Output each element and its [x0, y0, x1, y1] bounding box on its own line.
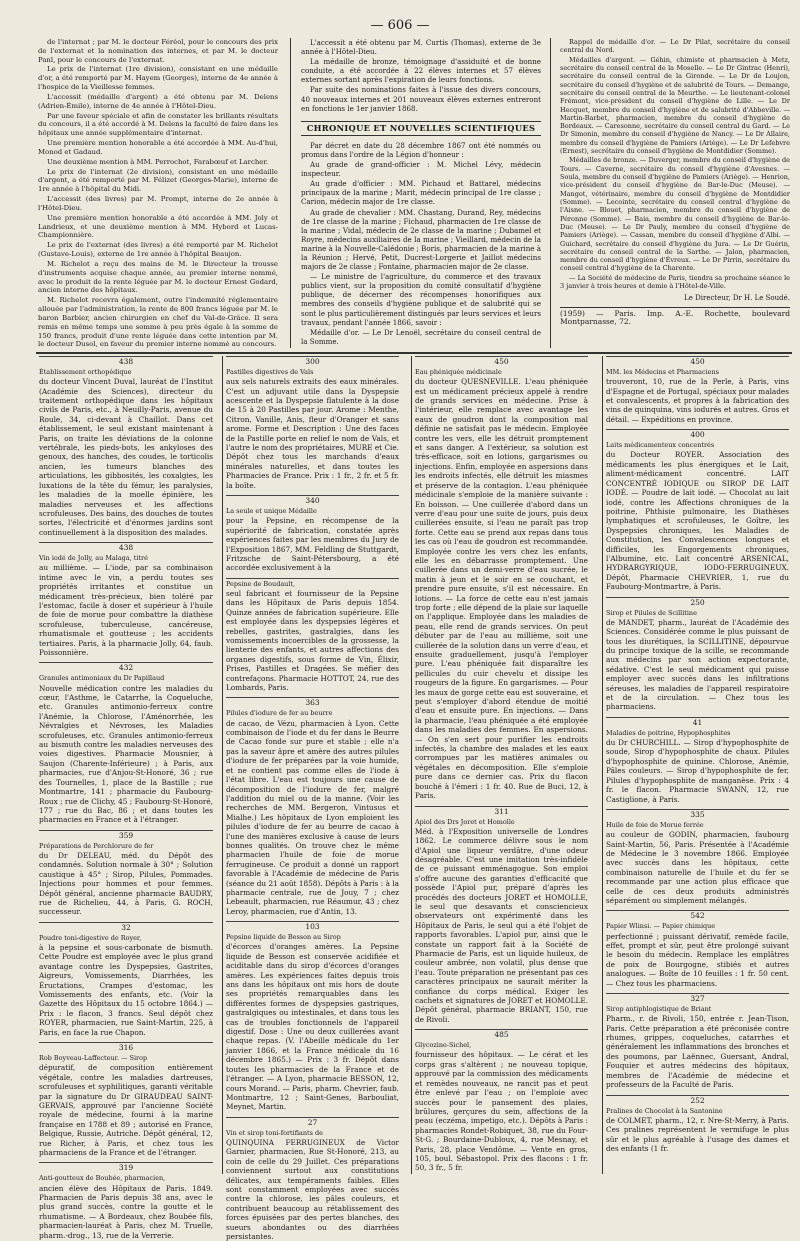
article-paragraph: — La Société de médecine de Paris, tiendra sa prochaine séance le 3 janvier à trois heures et demie à l'Hôtel-de-Ville.	[560, 273, 790, 291]
ad-title: Pilules d'iodure de fer au beurre	[226, 709, 333, 718]
ad-title: Sirop et Pilules de Scillitine	[606, 608, 697, 617]
ad-body: perfectionné ; puissant dérivatif, remède facile, effet, prompt et sûr, peut être prolongé suivant le besoin du médecin. Remplace les emplâtres de poix de Bourgogne, stibiés et autres analogues. — Boîte de 10 feuilles : 1 fr. 50 cent. — Chez tous les pharmaciens.	[606, 931, 789, 988]
article-paragraph: Une première mention honorable a été accordée à MM. Joly et Landrieux, et une deuxième mention à MM. Hybord et Lucas-Championnière.	[38, 213, 278, 240]
ad-title: MM. les Médecins et Pharmaciens	[606, 368, 719, 376]
ad-number: 363	[226, 697, 399, 708]
ad-number: 250	[606, 597, 789, 608]
article-paragraph: de l'internat ; par M. le docteur Féréol, pour le concours des prix de l'externat et la nomination des internes, et par M. le docteur Panl, pour le concours de l'externat.	[38, 38, 278, 64]
ad-title: Poudre toni-digestive de Royer,	[39, 933, 142, 942]
article-paragraph: Une deuxième mention à MM. Perrochot, Farabœuf et Larcher.	[47, 157, 269, 166]
ad-title: Vin iodé de Jolly, au Malaga, titré	[39, 554, 148, 563]
ad-number: 300	[226, 356, 399, 367]
ad-body: trouveront, 10, rue de la Perle, à Paris, vins d'Espagne et de Portugal, spéciaux pour malades et convalescents, et propres à la fabrication des vins de quinquina, vins iodurés et autres. Gros et détail. — Expéditions en province.	[606, 377, 789, 424]
advertisement	[415, 1029, 588, 1173]
ad-title: La seule et unique Médaille	[226, 507, 317, 516]
ad-body: fournisseur des hôpitaux. — Le cérat et les corps gras s'altèrent ; ne nouveau topique, approuvé par la commission des médicaments et remèdes nouveaux, ne rancit pas et peut être enlevé par l'eau ; on l'emploie avec succès pour le pansement des plaies, brûlures, gerçures du sein, affections de la peau (eczéma, impetigo, etc.). Dépôts à Paris : pharmacies Rondet-Robiquet, 38, rue du Four-St-G. ; Bourdaine-Dubloux, 4, rue Mesnay, et Paris, 28, place Vendôme. — Vente en gros, 105, boul. Sébastopol. Prix des flacons : 1 fr. 50, 3 fr., 5 fr.	[415, 1050, 588, 1173]
ad-number: 450	[606, 356, 789, 367]
ad-body: de COLMET, pharm., 12, r. Nre-St-Merry, à Paris. Ces pralines représentent le vermifuge le plus sûr et le plus agréable à l'usage des dames et des enfants (1 fr.	[606, 1115, 789, 1153]
article-column-3	[560, 38, 790, 326]
article-paragraph: — Le ministre de l'agriculture, du commerce et des travaux publics vient, sur la proposition du comité consultatif d'hygiène publique, de décerner des récompenses honorifiques aux membres des conseils d'hygiène publique et de salubrité qui se sont le plus particulièrement distingués par leurs services et leurs travaux, pendant l'année 1866, savoir :	[301, 272, 541, 327]
ad-title: Préparations de Perchlorure de fer	[39, 841, 154, 850]
ad-number: 316	[39, 1042, 213, 1053]
column-divider	[290, 38, 291, 348]
advertisement	[606, 597, 789, 712]
advertisement	[415, 356, 588, 801]
ad-body: Méd. à l'Exposition universelle de Londres 1862. Le commerce délivre sous le nom d'Apiol une liqueur verdâtre, d'une odeur désagréable. C'est une imitation très-infidèle de ce puissant emménagogue. Son emploi s'offre aucune des garanties d'efficacité que possède l'Apiol pur, préparé d'après les procédés des docteurs JORET et HOMOLLE, le seul que desavants et consciencieux observateurs ont expérimenté dans les Hôpitaux de Paris, le seul qui a été l'objet de rapports favorables. L'apiol pur, ainsi que le constate un rapport fait à la Société de Pharmacie de Paris, est un liquide huileux, de couleur ambrée, non volatil, plus dense que l'eau. Toute préparation ne présentant pas ces caractères principaux ne saurait mériter la confiance du corps médical. Exiger les cachets et signatures de JORET et HOMOLLE. Dépôt général, pharmacie BRIANT, 150, rue de Rivoli.	[415, 826, 588, 1024]
article-paragraph: Médailles de bronze. — Duverger, membre du conseil d'hygiène de Tours. — Caverne, secrétaire du conseil d'hygiène d'Avesnes. — Soula, membre du conseil d'hygiène de Pamiers (Ariège). — Henrion, vice-président du conseil d'hygiène de Bar-le-Duc (Meuse). — Mangot, vétérinaire, membre du conseil d'hygiène de Montdidier (Somme). — Lecointe, secrétaire du conseil central d'hygiène de l'Aisne. — Blouet, pharmacien, membre du conseil d'hygiène de Péronne (Somme). — Baia, membre du conseil d'hygiène de Bar-le-Duc (Meuse). — Le Dr Pauly, membre du conseil d'hygiène de Pamiers (Ariège). — Cassan, membre du conseil d'hygiène d'Albi. — Guichard, secrétaire du conseil d'hygiène du Jura. — Le Dr Guérin, secrétaire du conseil central de la Sarthe. — Jalon, pharmacien, membre du conseil d'hygiène d'Évreux. — Le Dr Pirrin, secrétaire du conseil central d'hygiène de la Charente.	[560, 156, 790, 273]
ad-title: Glycozine-Sichel,	[415, 1041, 472, 1050]
ad-number: 335	[606, 809, 789, 820]
ads-column-2	[222, 356, 402, 1241]
ad-title: Pralines de Chocolat à la Santonine	[606, 1106, 723, 1115]
advertisement	[39, 830, 213, 917]
ad-number: 252	[606, 1095, 789, 1106]
advertisement	[39, 1042, 213, 1157]
ad-title: Granules antimoniaux du Dr Papillaud	[39, 674, 165, 683]
advertisement	[39, 662, 213, 824]
ad-title: Maladies de poitrine, Hypophosphites	[606, 728, 731, 737]
article-paragraph: Le prix de l'internat (2e division), consistant en une médaille d'argent, a été remporté par M. Félizet (Georges-Marie), interne de 1re année à l'hôpital du Midi.	[38, 167, 278, 194]
ad-number: 41	[606, 717, 789, 728]
ad-body: ancien élève des Hôpitaux de Paris. 1849. Pharmacien de Paris depuis 38 ans, avec le plus grand succès, contre la goutte et le rhumatisme. — A Bordeaux, chez Boubée fils, pharmacien-lauréat à Paris, chez M. Truelle, pharm.-drog., 13, rue de la Verrerie.	[39, 1183, 213, 1240]
article-column-1	[38, 38, 278, 350]
ad-body: Nouvelle médication contre les maladies du cœur, l'Asthme, le Catarrhe, la Coqueluche, etc. Granules antimonio-ferreux contre l'Anémie, la Chlorose, l'Aménorrhée, les Névralgies et Névroses, les Maladies scrofuleuses, etc. Granules antimonio-ferreux au bismuth contre les maladies nerveuses des voies digestives. Pharmacie Mousnier, à Saujon (Charente-Inférieure) ; à Paris, aux pharmacies, rue d'Anjou-St-Honoré, 36 ; rue des Tournelles, 1, place de la Bastille ; rue Montmartre, 141 ; pharmacie du Faubourg-Roux ; rue de Clichy, 45 ; Faubourg-St-Honoré, 177 ; rue du Bac, 86 ; et dans toutes les pharmacies en France et à l'étranger.	[39, 683, 213, 825]
ad-title: Rob Boyveau-Laffecteur. — Sirop	[39, 1054, 148, 1063]
ad-number: 327	[606, 993, 789, 1004]
ad-body: de cacao, de Vézu, pharmacien à Lyon. Cette combinaison de l'iode et du fer dans le Beurre de Cacao fonde sur pure et stable ; elle n'a pas la saveur âpre et amère des autres pilules d'iodure de fer préparées par la voie humide, et ne contient pas comme elles de l'iode à l'état libre. L'eau est toujours une cause de décomposition de l'iodure de fer, malgré l'addition du miel ou de la manne. (Voir les recherches de MM. Bergeron, Vintusus et Mialhe.) Les hôpitaux de Lyon emploient les pilules d'iodure de fer au beurre de cacao à l'une des manières exclusive à cause de leurs bonnes qualités. On trouve chez le même pharmacien l'huile de foie de morue ferrugineuse. Ce produit a donné un rapport favorable à l'Académie de médecine de Paris (séance du 21 août 1858). Dépôts à Paris : à la pharmacie centrale, rue de Jouy, 7 ; chez Lebeault, pharmacien, rue Réaumur, 43 ; chez Leroy, pharmacien, rue d'Antin, 13.	[226, 718, 399, 916]
ad-body: au couleur de GODIN, pharmacien, faubourg Saint-Martin, 56, Paris. Présentée à l'Académie de Médecine le 3 novembre 1866. Employée avec succès dans les hôpitaux, cette combinaison naturelle de l'huile et du fer se recommande par une action plus efficace que celle de ces deux produits administrés séparément ou simplement mélangés.	[606, 830, 789, 905]
ad-title: Anti-goutteux de Boubée, pharmacien,	[39, 1174, 166, 1183]
advertisement	[39, 1162, 213, 1240]
article-paragraph: Médaille d'or. — Le Dr Lenoël, secrétaire du conseil central de la Somme.	[301, 327, 541, 346]
ad-number: 32	[39, 922, 213, 933]
ad-body: aux sels naturels extraits des eaux minérales. C'est un adjuvant utile dans la Dyspepsie acescente et la Dyspepsie flatulente à la dose de 15 à 20 Pastilles par jour. Arome : Menthe, Citron, Vanille, Anis, fleur d'Oranger et sans arome. Forme et Description : Une des faces de la Pastille porte en relief le nom de Vals, et l'autre le nom des propriétaires, MURE et Cie. Dépôt chez tous les marchands d'eaux minérales naturelles, et dans toutes les Pharmacies de France. Prix : 1 fr., 2 fr. et 5 fr. la boîte.	[226, 377, 399, 490]
article-paragraph: M. Richelot a reçu des mains de M. le Directeur la trousse d'instruments acquise chaque année, au premier interne nommé, avec le produit de la rente léguée par M. le docteur Ernest Godard, ancien interne des hôpitaux.	[38, 259, 278, 295]
article-paragraph: Médailles d'argent. — Géhin, chimiste et pharmacien à Metz, secrétaire du conseil central de la Moselle. — Le Dr Gintrac (Henri), secrétaire du conseil central de la Gironde. — Le Dr de Loujon, secrétaire du conseil d'hygiène et de salubrité de Tours. — Demange, secrétaire du conseil central de la Meurthe. — Le lieutenant-colonel Frémont, vice-président du conseil d'hygiène de Lille. — Le Dr Hecquet, membre du conseil d'hygiène et de salubrité d'Abbeville. — Martin-Barbet, pharmacien, membre du conseil d'hygiène de Bordeaux. — Caresonne, secrétaire du conseil central du Gard. — Le Dr Simonin, membre du conseil d'hygiène de Nancy. — Le Dr Allaire, membre du conseil d'hygiène de Pamiers (Ariège). — Le Dr Lefebvre (Ernest), secrétaire du conseil d'hygiène de Montdidier (Somme).	[560, 55, 790, 156]
printer-imprint: (1959) — Paris. Imp. A.-E. Rochette, boulevard Montparnasse, 72.	[560, 308, 790, 326]
ad-number: 450	[415, 356, 588, 367]
ad-number: 311	[415, 806, 588, 817]
ad-body: du Dr DELEAU, méd. du Dépôt des condamnés. Solution normale à 30° ; Solution caustique à 45° ; Sirop, Pilules, Pommades. Injections pour hommes et pour femmes. Dépôt général, ancienne pharmacie BAUDRY, rue de Richelieu, 44, à Paris, G. ROCH, successeur.	[39, 850, 213, 917]
ad-number: 27	[226, 1117, 399, 1128]
advertisement	[606, 356, 789, 424]
ad-number: 103	[226, 921, 399, 932]
ad-body: pour la Pepsine, en récompense de la supériorité de fabrication, constatée après expériences faites par les membres du Jury de l'Exposition 1867, MM. Feldling de Stuttgardt, Fritzsche de Saint-Pétersbourg, a été accordée exclusivement à la	[226, 516, 399, 573]
ad-body: au millième. — L'iode, par sa combinaison intime avec le vin, a perdu toutes ses propriétés irritantes et constitue un médicament très-précieux, bien toléré par l'estomac, facile à doser et supérieur à l'huile de foie de morue pour combattre la diathèse scrofuleuse, tuberculeuse, cancéreuse, rhumatismale et goutteuse ; les accidents tertiaires. Paris, à la pharmacie Jolly, 64, faub. Poissonnière.	[39, 563, 213, 657]
ad-number: 438	[39, 542, 213, 553]
advertisement	[226, 1117, 399, 1241]
ad-title: Établissement orthopédique	[39, 368, 132, 376]
article-paragraph: Par décret en date du 28 décembre 1867 ont été nommés ou promus dans l'ordre de la Légion d'honneur :	[301, 140, 541, 159]
ad-body: du Dr CHURCHILL. — Sirop d'hypophosphite de soude, Sirop d'hypophosphite de chaux. Pilules d'hypophosphite de quinine. Chlorose, Anémie, Pâles couleurs. — Sirop d'hypophosphite de fer, Pilules d'hypophosphite de manganèse. Prix : 4 fr. le flacon. Pharmacie SWANN, 12, rue Castiglione, à Paris.	[606, 738, 789, 804]
ad-body: de MANDET, pharm., lauréat de l'Académie des Sciences. Considérée comme le plus puissant de tous les diurétiques, la SCILLITINE, dépourvue du principe toxique de la scille, se recommande aux médecins par son action expectorante, sédative. C'est le seul médicament qui puisse employer avec succès dans les infiltrations séreuses, les maladies de l'appareil respiratoire et de la circulation. — Chez tous les pharmaciens.	[606, 617, 789, 712]
ad-body: du docteur Vincent Duval, lauréat de l'Institut (Académie des Sciences), directeur du traitement orthopédique dans les hôpitaux civils de Paris, etc., à Neuilly-Paris, avenue du Roule, 34, ci-devant à Chaillot. Dans cet établissement, le seul existant maintenant à Paris, on traite les déviations de la colonne vertébrale, les pieds-bots, les ankyloses des genoux, des hanches, des coudes, le torticolis ancien, les tumeurs blanches des articulations, les gibbosités, les coxalgies, les luxations de la tête du fémur, les paralysies, les maladies de la moelle épinière, les maladies nerveuses et les affections scrofuleuses. Des bains, des douches de toutes sortes, l'électricité et d'énormes jardins sont continuellement à la disposition des malades.	[39, 377, 213, 537]
article-column-2	[301, 38, 541, 347]
advertisement	[226, 578, 399, 693]
ad-body: à la pepsine et sous-carbonate de bismuth. Cette Poudre est employée avec le plus grand avantage contre les Dyspepsies, Gastrites, Aigreurs, Vomissements, Diarrhées, les Éructations, Crampes d'estomac, les Vomissements des enfants, etc. (Voir la Gazette des Hôpitaux du 15 octobre 1864.) — Prix : le flacon, 3 francs. Seul dépôt chez ROYER, pharmacien, rue Saint-Martin, 225, à Paris, en face la rue Chapon.	[39, 943, 213, 1037]
ad-title: Sirop antiphlogistique de Briant	[606, 1005, 712, 1014]
article-paragraph: L'accessit a été obtenu par M. Curtis (Thomas), externe de 3e année à l'Hôtel-Dieu.	[301, 38, 541, 57]
article-paragraph: Au grade de grand-officier : M. Michel Lévy, médecin inspecteur.	[301, 160, 541, 179]
advertisement	[606, 993, 789, 1089]
ad-title: Eau phéniquée médicinale	[415, 368, 502, 376]
advertisement	[606, 1095, 789, 1154]
ads-column-1	[36, 356, 216, 1240]
article-paragraph: Le prix de l'externat (des livres) a été remporté par M. Richelot (Gustave-Louis), externe de 1re année à l'hôpital Beaujon.	[38, 241, 278, 259]
ad-title: Pepsine de Boudault,	[226, 579, 296, 588]
column-divider	[550, 38, 551, 348]
advertisement	[39, 922, 213, 1037]
ad-body: seul fabricant et fournisseur de la Pepsine dans les Hôpitaux de Paris depuis 1854. Quinze années de fabrication supérieure. Elle est employée dans les dyspepsies légères et rebelles, gastrites, gastralgies, dans les vomissements incoercibles de la grossesse, la lienterie des enfants, et autres affections des organes digestifs, sous forme de Vin, Élixir, Prises, Pastilles et Dragées. Se méfier des contrefaçons. Pharmacie HOTTOT, 24, rue des Lombards, Paris.	[226, 588, 399, 693]
ad-number: 359	[39, 830, 213, 841]
article-paragraph: Par une faveur spéciale et afin de constater les brillants résultats du concours, il a été accordé à M. Delens la faculté de faire dans les hôpitaux une année supplémentaire d'internat.	[38, 111, 278, 138]
ad-title: Laits médicamenteux concentrés	[606, 441, 715, 450]
ad-body: QUINQUINA FERRUGINEUX de Victor Garnier, pharmacien, Rue St-Honoré, 213, au coin de celle du 29 Juillet. Ces préparations conviennent surtout aux constitutions délicates, aux tempéraments faibles. Elles sont constamment employées avec succès contre la chlorose, les pâles couleurs, et contribuent beaucoup au rétablissement des forces épuisées par des pertes blanches, des sueurs abondantes ou des diarrhées persistantes.	[226, 1137, 399, 1241]
ad-title: Vin et sirop toni-fortifiants de	[226, 1128, 323, 1137]
article-paragraph: Rappel de médaille d'or. — Le Dr Pilat, secrétaire du conseil central du Nord.	[560, 38, 790, 55]
advertisement	[39, 542, 213, 657]
ads-column-4	[602, 356, 792, 1174]
article-paragraph: Une première mention honorable a été accordée à MM. Au-d'hui, Monod et Gadaud.	[38, 139, 278, 156]
ads-column-3	[411, 356, 591, 1174]
ad-body: du Docteur ROYER. Association des médicaments les plus énergiques et le Lait, aliment-médicament concentré. LAIT CONCENTRÉ IODIQUE ou SIROP DE LAIT IODÉ. — Poudre de lait iodé. — Chocolat au lait iodé, contre les Affections chroniques de la poitrine, Phthisie pulmonaire, les Diathèses lymphatiques et scrofuleuses, le Goître, les Dyspepsies chroniques, les Maladies de Constitution, les Convalescences longues et difficiles, les Engorgements chroniques, l'Albumine, etc. Lait concentré ARSENICAL, HYDRARGYRIQUE, IODO-FERRUGINEUX. Dépôt, Pharmacie CHEVRIER, 1, rue du Faubourg-Montmartre, à Paris.	[606, 450, 789, 592]
advertisement	[226, 495, 399, 573]
article-paragraph: Au grade d'officier : MM. Pichaud et Battarel, médecins principaux de la marine ; Marit, médecin principal de 1re classe ; Carion, médecin major de 1re classe.	[301, 179, 541, 207]
advertisement	[39, 356, 213, 537]
ad-body: d'écorces d'oranges amères. La Pepsine liquide de Besson est conservée acidifiée et aciditable dans du sirop d'écorces d'oranges amères. Les expériences faites depuis trois ans dans les hôpitaux ont mis hors de doute ses propriétés remarquables dans les différentes formes de dyspepsies gastriques, gastralgiques ou intestinales, et dans tous les cas de troubles fonctionnels de l'appareil digestif. Dose : Une ou deux cuillerées avant chaque repas. (V. l'Abeille médicale du 1er janvier 1866, et la France médicale du 16 décembre 1865.) — Prix : 3 fr. Dépôt dans toutes les pharmacies de la France et de l'étranger. — A Lyon, pharmacie BESSON, 12, cours Morand. — Paris, pharm. Chevrier, faub. Montmartre, 12 ; Saint-Genes, Barbouliat, Meynet, Martin.	[226, 942, 399, 1112]
article-paragraph: Par suite des nominations faites à l'issue des divers concours, 40 nouveaux internes et 201 nouveaux élèves externes entreront en fonctions le 1er janvier 1868.	[301, 85, 541, 113]
article-paragraph: L'accessit (médaille d'argent) a été obtenu par M. Delens (Adrien-Émile), interne de 4e année à l'Hôtel-Dieu.	[38, 92, 278, 110]
advertisement	[415, 806, 588, 1025]
advertisement	[226, 697, 399, 916]
page-number: — 606 —	[370, 18, 430, 33]
ad-body: du docteur QUESNEVILLE. L'eau phéniquée est un médicament précieux appelé à rendre de grands services en médecine. Prise à l'intérieur, elle remplace avec avantage les eaux de goudron dont la composition mal définie ne satisfait pas le médecin. Employée contre les vers, elle les détruit promptement et sans danger. A l'extérieur, sa solution est très-efficace, soit en lotions, gargarismes ou injections. Enfin, employée en aspersions dans les endroits infectés, elle détruit les miasmes et préserve de la contagion. L'eau phéniquée médicinale s'emploie de la manière suivante : En boisson. — Une cuillerée d'abord dans un verre d'eau pour une suite de jours, puis deux cuillerées ensuite, si l'eau ne paraît pas trop forte. Cette eau se prend aux repas dans tous les cas où l'eau de goudron est recommandée. Employée contre les vers chez les enfants, elle les en débarrasse promptement. Une cuillerée dans un demi-verre d'eau sucrée, le matin à jeun et le soir en se couchant, et prendre pure ensuite, s'il est nécessaire. En lotions. — La force de cette eau n'est jamais trop forte ; elle dépend de la plaie sur laquelle on l'applique. Employée dans les maladies de peau, elle rend de grands services. On peut débuter par de l'eau au millième, soit une cuillerée de la solution dans un verre d'eau, et ensuite graduellement, jusqu'à l'employer pure. L'eau phéniquée fait disparaître les pellicules du cuir chevelu et dissipe les rougeurs de la figure. En gargarismes. — Pour les maux de gorge cette eau est souveraine, et peut s'employer d'abord étendue de moitié d'eau et ensuite pure. En injections. — Dans la pharmacie, l'eau phéniquée a été employée dans les maladies des femmes. En aspersions. — On s'en sert pour purifier les endroits infectés, la chambre des malades et les eaux corrompues par les matières animales ou végétales en décomposition. Elle s'emploie pure dans ce dernier cas. Prix du flacon bouché à l'émeri : 1 fr. 40. Rue de Buci, 12, à Paris.	[415, 377, 588, 801]
ad-number: 432	[39, 662, 213, 673]
advertisement	[226, 356, 399, 490]
advertisement	[226, 921, 399, 1112]
ad-title: Papier Wlinsi. — Papier chimique	[606, 922, 716, 931]
article-paragraph: Le prix de l'internat (1re division), consistant en une médaille d'or, a été remporté par M. Hayem (Georges), interne de 4e année à l'hospice de la Vieillesse femmes.	[38, 65, 278, 92]
article-section	[38, 38, 790, 356]
ad-number: 400	[606, 429, 789, 440]
ad-title: Pepsine liquide de Besson au Sirop	[226, 933, 341, 942]
chronique-heading: CHRONIQUE ET NOUVELLES SCIENTIFIQUES	[301, 121, 541, 136]
ad-number	[226, 578, 399, 579]
ad-body: dépuratif, de composition entièrement végétale, contre les maladies dartreuses, scrofuleuses et syphilitiques, garanti véritable par la signature du Dr GIRAUDEAU SAINT-GERVAIS, approuvé par l'ancienne Société royale de médecine, fourni à la marine française en 1788 et 89 ; autorisé en France, Belgique, Russie, Autriche. Dépôt général, 12, rue Richer, à Paris, et chez tous les pharmaciens de la France et de l'étranger.	[39, 1063, 213, 1157]
advertisement	[606, 717, 789, 804]
ad-number: 319	[39, 1162, 213, 1173]
ad-number: 485	[415, 1029, 588, 1040]
ad-title: Apiol des Drs Joret et Homolle	[415, 817, 515, 826]
advertisement	[606, 910, 789, 988]
ad-number: 340	[226, 495, 399, 506]
section-divider	[36, 352, 792, 354]
ad-body: Pharm., r. de Rivoli, 150, entrée r. Jean-Tison, Paris. Cette préparation a été préconisée contre rhumes, grippes, coqueluches, catarrhes et généralement les inflammations des bronches et des poumons, par Laënnec, Guersant, Andral, Fouquier et autres médecins des hôpitaux, membres de l'Académie de médecine et professeurs de la Faculté de Paris.	[606, 1014, 789, 1090]
article-paragraph: Au grade de chevalier : MM. Chastang, Durand, Rey, médecins de 1re classe de la marine ; Fichaud, pharmacien de 1re classe de la marine ; Vidal, médecin de 2e classe de la marine ; Dubamel et Royre, médecins auxiliaires de la marine ; Vieillard, médecin de la marine à la Nouvelle-Calédonie ; Boris, pharmacien de la marine à la Réunion ; Hervé, Petit, Ducrest-Lorgerie et Jaillot médecins majors de 2e classe ; Fontaine, pharmacien major de 2e classe.	[301, 207, 541, 272]
article-paragraph: M. Richelot recevra également, outre l'indemnité réglementaire allouée par l'administration, la rente de 800 francs léguée par M. le baron Barbier, ancien chirurgien en chef du Val-de-Grâce. Il sera remis en même temps une somme à peu près égale à la somme de 150 francs, produit d'une rente léguée dans cette intention par M. le docteur Dusol, en faveur du premier interne nommé au concours.	[38, 296, 278, 349]
ad-number: 542	[606, 910, 789, 921]
advertisement	[606, 809, 789, 905]
ad-number: 438	[39, 356, 213, 367]
advertisement-section	[36, 356, 792, 1241]
director-signature: Le Directeur, Dr H. Le Soudé.	[684, 294, 790, 303]
advertisement	[606, 429, 789, 591]
ad-title: Huile de foie de Morue ferrée	[606, 820, 704, 829]
article-paragraph: La médaille de bronze, témoignage d'assiduité et de bonne conduite, a été accordée à 22 élèves internes et 57 élèves externes sortant après l'expiration de leurs fonctions.	[301, 57, 541, 85]
article-paragraph: L'accessit (des livres) par M. Prompt, interne de 2e année à l'Hôtel-Dieu.	[38, 195, 278, 212]
ad-title: Pastilles digestives de Vals	[226, 368, 314, 376]
